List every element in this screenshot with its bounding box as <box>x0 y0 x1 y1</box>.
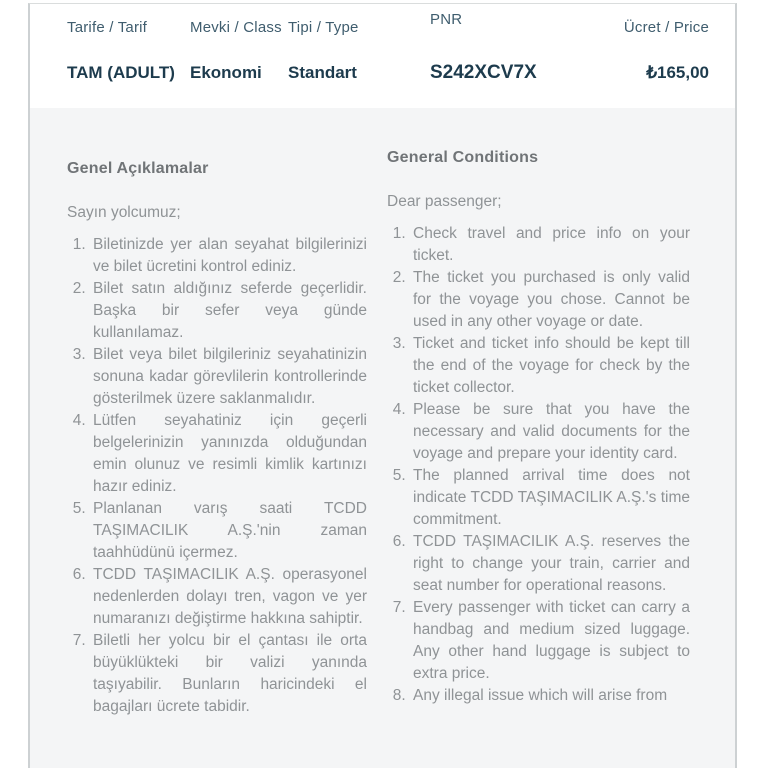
fare-column-label: Mevki / Class <box>190 19 282 36</box>
english-condition-item: 1. Check travel and price info on your ticket. <box>410 223 690 267</box>
english-conditions-list <box>387 223 690 707</box>
fare-column-label: PNR <box>430 11 463 28</box>
english-condition-item: 8. Any illegal issue which will arise from <box>410 685 690 707</box>
fare-column-label: Tipi / Type <box>288 19 359 36</box>
english-condition-item: 7. Every passenger with ticket can carry a handbag and medium sized luggage. Any other hand luggage is subject to extra price. <box>410 597 690 685</box>
turkish-salutation: Sayın yolcumuz; <box>67 204 181 221</box>
fare-value-cell <box>190 41 288 83</box>
fare-value-cell <box>67 41 190 83</box>
conditions-english-column <box>387 108 690 718</box>
fare-header-cell <box>430 11 624 28</box>
fare-table-card <box>30 4 735 108</box>
turkish-condition-item: 6. TCDD TAŞIMACILIK A.Ş. operasyonel nedenlerden dolayı tren, vagon ve yer numaranızı değiştirme hakkına sahiptir. <box>90 564 367 630</box>
fare-header-cell <box>190 19 288 36</box>
fare-value-cell <box>646 41 715 83</box>
turkish-condition-item: 7. Biletli her yolcu bir el çantası ile orta büyüklükteki bir valizi yanında taşıyabilir. Bunların haricindeki el bagajları ücrete tabidir. <box>90 630 367 718</box>
fare-column-label: Ücret / Price <box>623 19 709 36</box>
turkish-condition-item: 1. Biletinizde yer alan seyahat bilgilerinizi ve bilet ücretini kontrol ediniz. <box>90 234 367 278</box>
english-condition-item: 3. Ticket and ticket info should be kept till the end of the voyage for check by the ticket collector. <box>410 333 690 399</box>
fare-header-row <box>67 4 715 36</box>
fare-column-value: TAM (ADULT) <box>67 63 175 82</box>
english-condition-item: 2. The ticket you purchased is only valid for the voyage you chose. Cannot be used in any other voyage or date. <box>410 267 690 333</box>
turkish-conditions-heading: Genel Açıklamalar <box>67 160 209 177</box>
turkish-condition-item: 3. Bilet veya bilet bilgileriniz seyahatinizin sonuna kadar görevlilerin kontrollerinde gösterilmek üzere saklanmalıdır. <box>90 344 367 410</box>
fare-column-value: Ekonomi <box>190 63 262 82</box>
english-condition-item: 6. TCDD TAŞIMACILIK A.Ş. reserves the right to change your train, carrier and seat number for operational reasons. <box>410 531 690 597</box>
fare-header-cell <box>67 19 190 36</box>
fare-value-cell <box>430 40 646 84</box>
fare-column-label: Tarife / Tarif <box>67 19 148 36</box>
english-conditions-heading: General Conditions <box>387 149 539 166</box>
conditions-section <box>30 108 735 718</box>
fare-value-cell <box>288 41 430 83</box>
english-condition-item: 5. The planned arrival time does not indicate TCDD TAŞIMACILIK A.Ş.'s time commitment. <box>410 465 690 531</box>
fare-header-cell <box>288 19 430 36</box>
turkish-conditions-list <box>67 234 367 718</box>
fare-values-row <box>67 40 715 84</box>
ticket-frame <box>28 3 737 768</box>
fare-column-value: S242XCV7X <box>430 62 537 83</box>
english-salutation: Dear passenger; <box>387 193 502 210</box>
fare-column-value: ₺165,00 <box>646 63 709 82</box>
turkish-condition-item: 2. Bilet satın aldığınız seferde geçerlidir. Başka bir sefer veya günde kullanılamaz. <box>90 278 367 344</box>
turkish-condition-item: 5. Planlanan varış saati TCDD TAŞIMACILIK A.Ş.'nin zaman taahhüdünü içermez. <box>90 498 367 564</box>
english-condition-item: 4. Please be sure that you have the necessary and valid documents for the voyage and prepare your identity card. <box>410 399 690 465</box>
turkish-condition-item: 4. Lütfen seyahatiniz için geçerli belgelerinizin yanınızda olduğundan emin olunuz ve resimli kimlik kartınızı hazır ediniz. <box>90 410 367 498</box>
fare-column-value: Standart <box>288 63 357 82</box>
conditions-turkish-column <box>67 108 367 718</box>
fare-header-cell <box>624 19 715 36</box>
